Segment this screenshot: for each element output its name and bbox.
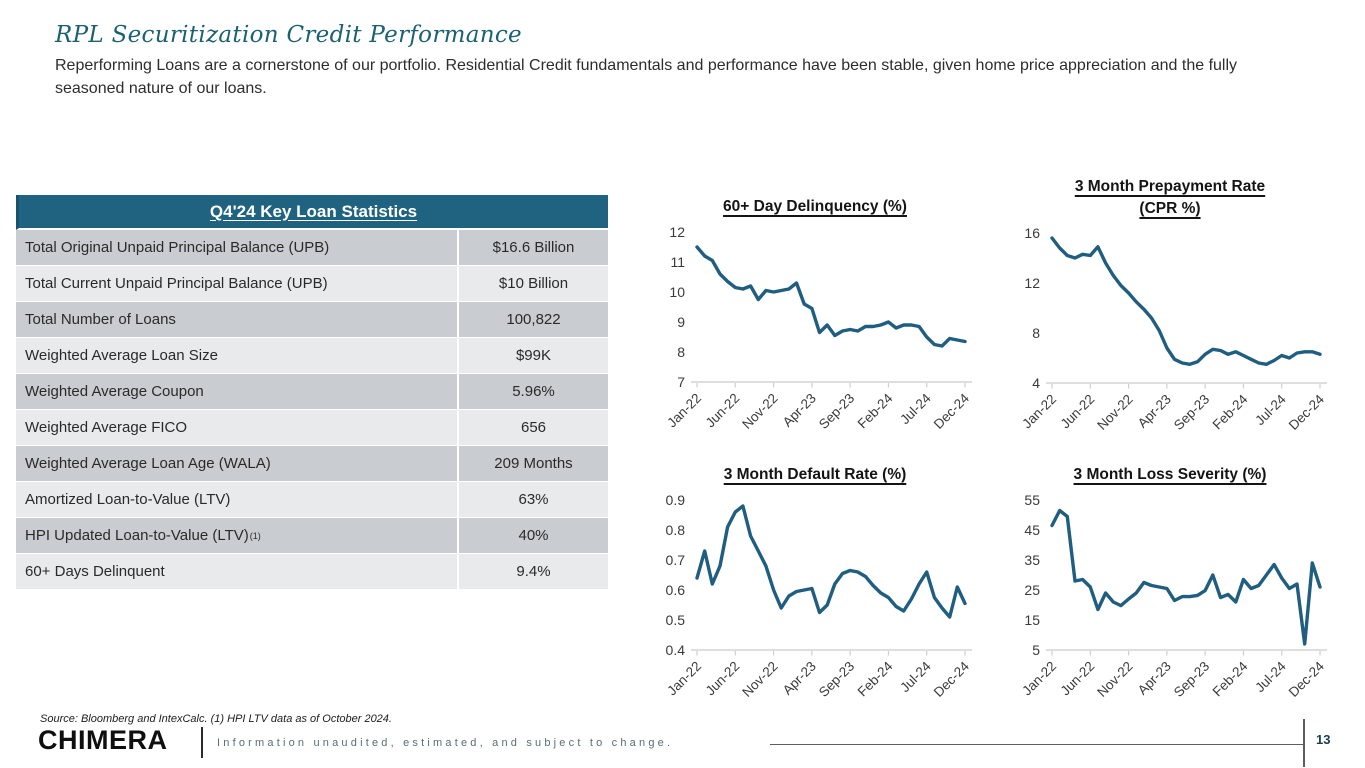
- chart-canvas: [1000, 486, 1340, 714]
- footer-disclaimer: Information unaudited, estimated, and subject to change.: [217, 737, 674, 749]
- table-row: [16, 230, 608, 266]
- row-value: $99K: [457, 338, 608, 373]
- y-tick-label: 15: [1024, 611, 1040, 628]
- x-tick-label: Dec-24: [930, 390, 973, 432]
- x-tick-label: Apr-23: [779, 390, 819, 430]
- chart-prepayment: [1000, 176, 1340, 447]
- y-tick-label: 45: [1024, 521, 1040, 538]
- y-tick-label: 0.6: [665, 581, 685, 598]
- chart-title: 60+ Day Delinquency (%): [723, 198, 907, 215]
- row-value: 40%: [457, 518, 608, 553]
- chimera-logo: CHIMERA: [38, 725, 168, 755]
- x-tick-label: Sep-23: [815, 390, 858, 432]
- row-label: HPI Updated Loan-to-Value (LTV) (1): [25, 527, 261, 544]
- y-tick-label: 11: [670, 253, 685, 270]
- chart-title: 3 Month Prepayment Rate: [1074, 178, 1266, 195]
- x-tick-label: Feb-24: [1209, 391, 1251, 433]
- x-tick-label: Jun-22: [1057, 658, 1098, 698]
- row-label: Weighted Average Loan Age (WALA): [25, 455, 271, 472]
- y-tick-label: 55: [1024, 491, 1040, 508]
- x-tick-label: Feb-24: [854, 390, 896, 432]
- y-tick-label: 25: [1024, 581, 1040, 598]
- table-row: [16, 410, 608, 446]
- x-tick-label: Jan-22: [1019, 391, 1060, 432]
- data-line: [1052, 510, 1320, 644]
- row-value: 209 Months: [457, 446, 608, 481]
- table-row: [16, 482, 608, 518]
- x-tick-label: Jul-24: [1252, 658, 1289, 695]
- y-tick-label: 0.4: [665, 641, 685, 658]
- x-tick-label: Jun-22: [702, 658, 743, 698]
- y-tick-label: 8: [677, 343, 685, 360]
- row-value: 656: [457, 410, 608, 445]
- y-tick-label: 0.8: [665, 521, 685, 538]
- x-tick-label: Nov-22: [1094, 391, 1136, 434]
- chart-title-line2: (CPR %): [1139, 199, 1201, 217]
- x-tick-label: Feb-24: [854, 658, 896, 700]
- y-tick-label: 8: [1032, 325, 1040, 342]
- row-label: Weighted Average Loan Size: [25, 347, 218, 364]
- x-tick-label: Jun-22: [702, 390, 743, 430]
- table-row: [16, 266, 608, 302]
- chart-canvas: [645, 218, 985, 446]
- page-number: 13: [1316, 732, 1331, 747]
- x-tick-label: Apr-23: [1134, 391, 1174, 432]
- footer-tick: [1303, 719, 1305, 767]
- data-line: [697, 506, 965, 617]
- row-value: $16.6 Billion: [457, 230, 608, 265]
- x-tick-label: Sep-23: [1170, 658, 1213, 700]
- x-tick-label: Apr-23: [779, 658, 819, 698]
- page-subtitle: Reperforming Loans are a cornerstone of our portfolio. Residential Credit fundamentals and performance have been stable, given home price appreciation and the fully seasoned nature of our loans.: [55, 57, 1238, 97]
- x-tick-label: Jan-22: [664, 390, 705, 430]
- table-row: [16, 446, 608, 482]
- x-tick-label: Jan-22: [664, 658, 705, 698]
- y-tick-label: 5: [1032, 641, 1040, 658]
- x-tick-label: Feb-24: [1209, 658, 1251, 700]
- x-tick-label: Nov-22: [739, 390, 781, 432]
- x-tick-label: Dec-24: [930, 658, 973, 700]
- chart-title: 3 Month Default Rate (%): [723, 466, 907, 483]
- x-tick-label: Jul-24: [1252, 391, 1289, 429]
- x-tick-label: Jul-24: [897, 658, 934, 695]
- chart-default-rate: [645, 464, 985, 714]
- x-tick-label: Nov-22: [739, 658, 781, 700]
- y-tick-label: 9: [677, 313, 685, 330]
- row-value: 100,822: [457, 302, 608, 337]
- row-value: 63%: [457, 482, 608, 517]
- loan-stats-table: [16, 195, 608, 590]
- chart-loss-severity: [1000, 464, 1340, 714]
- chart-canvas: [1000, 219, 1340, 447]
- table-row: [16, 374, 608, 410]
- y-tick-label: 12: [669, 223, 685, 240]
- x-tick-label: Sep-23: [815, 658, 858, 700]
- x-tick-label: Sep-23: [1170, 391, 1213, 434]
- table-row: [16, 302, 608, 338]
- y-tick-label: 7: [677, 373, 685, 390]
- y-tick-label: 16: [1024, 225, 1040, 242]
- y-tick-label: 10: [669, 283, 685, 300]
- y-tick-label: 0.5: [665, 611, 685, 628]
- x-tick-label: Jan-22: [1019, 658, 1060, 698]
- y-tick-label: 4: [1032, 375, 1040, 392]
- x-tick-label: Apr-23: [1134, 658, 1174, 698]
- row-label: Total Current Unpaid Principal Balance (UPB): [25, 275, 328, 292]
- data-line: [1052, 238, 1320, 364]
- chart-title: 3 Month Loss Severity (%): [1073, 466, 1267, 483]
- table-header: [16, 195, 608, 230]
- chart-delinquency: [645, 196, 985, 446]
- x-tick-label: Jul-24: [897, 390, 934, 427]
- y-tick-label: 0.7: [665, 551, 685, 568]
- y-tick-label: 35: [1024, 551, 1040, 568]
- chart-canvas: [645, 486, 985, 714]
- row-label: Weighted Average FICO: [25, 419, 188, 436]
- data-line: [697, 247, 965, 346]
- table-row: [16, 554, 608, 590]
- x-tick-label: Dec-24: [1285, 391, 1328, 434]
- page-title: RPL Securitization Credit Performance: [55, 22, 522, 48]
- x-tick-label: Dec-24: [1285, 658, 1328, 700]
- row-label: Total Number of Loans: [25, 311, 176, 328]
- table-row: [16, 518, 608, 554]
- footer-rule: [770, 744, 1303, 745]
- row-value: 9.4%: [457, 554, 608, 589]
- footer-source-note: Source: Bloomberg and IntexCalc. (1) HPI LTV data as of October 2024.: [40, 713, 392, 725]
- x-tick-label: Jun-22: [1057, 391, 1098, 432]
- row-value: $10 Billion: [457, 266, 608, 301]
- table-row: [16, 338, 608, 374]
- loan-stats-body: [16, 230, 608, 590]
- footer-divider: [201, 727, 203, 758]
- y-tick-label: 12: [1024, 275, 1040, 292]
- row-label: Total Original Unpaid Principal Balance (UPB): [25, 239, 330, 256]
- row-label: Amortized Loan-to-Value (LTV): [25, 491, 231, 508]
- row-label: 60+ Days Delinquent: [25, 563, 165, 580]
- row-label: Weighted Average Coupon: [25, 383, 204, 400]
- row-value: 5.96%: [457, 374, 608, 409]
- y-tick-label: 0.9: [665, 491, 685, 508]
- x-tick-label: Nov-22: [1094, 658, 1136, 700]
- table-title: Q4'24 Key Loan Statistics: [209, 201, 418, 221]
